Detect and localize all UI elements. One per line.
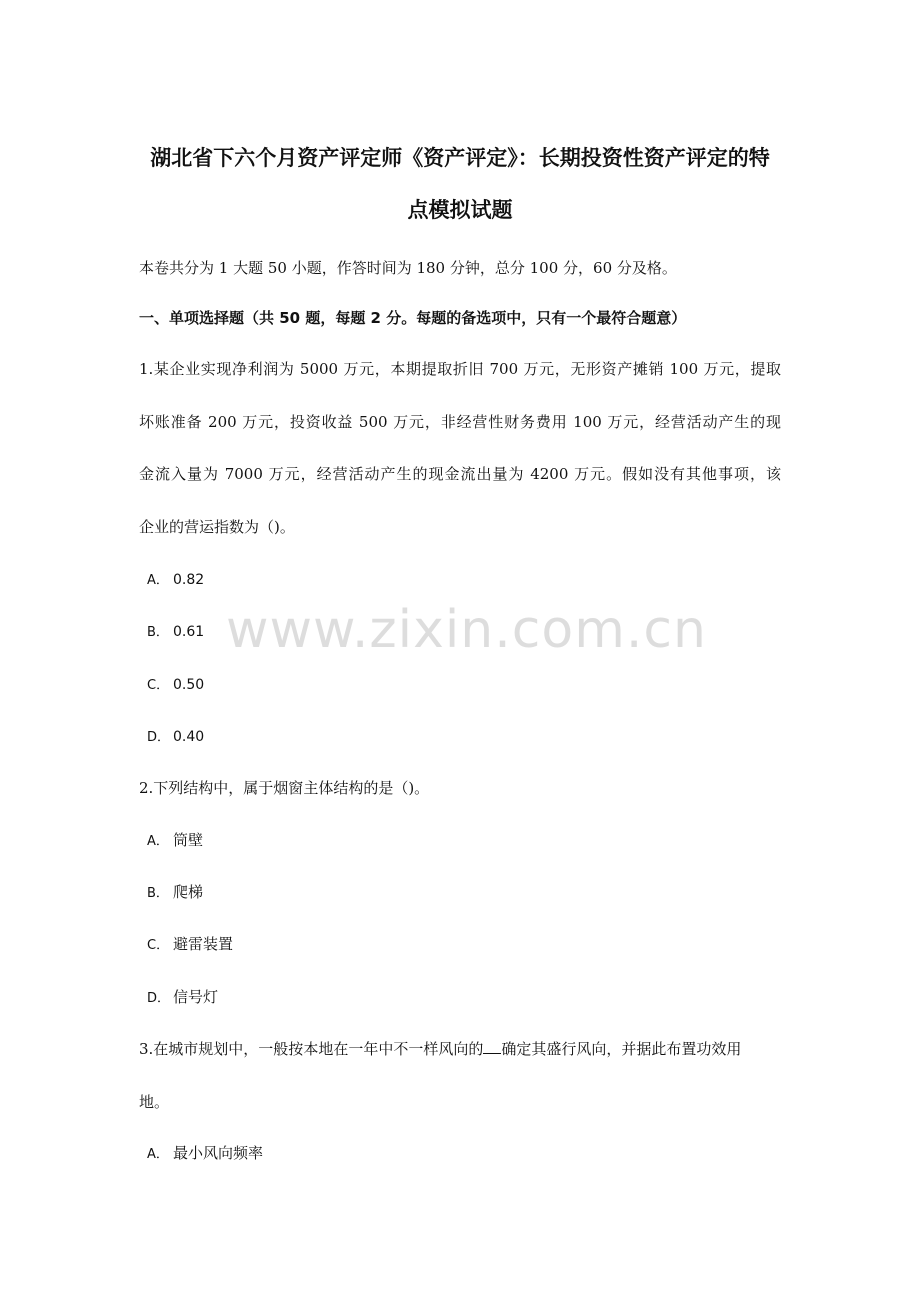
option-letter: B． (147, 625, 169, 640)
option-text: 0.61 (173, 624, 205, 640)
question-1-line-3: 金流入量为 7000 万元，经营活动产生的现金流出量为 4200 万元。假如没有其他事项，该 (139, 465, 781, 483)
option-text: 0.40 (173, 729, 205, 745)
option-text: 筒壁 (173, 831, 204, 849)
question-1-line-1: 1.某企业实现净利润为 5000 万元，本期提取折旧 700 万元，无形资产摊销 100 万元，提取 (139, 360, 781, 378)
document-title-line-1: 湖北省下六个月资产评定师《资产评定》：长期投资性资产评定的特 (150, 146, 770, 170)
fill-in-blank (483, 1039, 501, 1054)
option-letter: A． (147, 1147, 169, 1162)
option-letter: C． (147, 678, 170, 693)
question-1-option-d (147, 724, 204, 750)
option-letter: D． (147, 730, 171, 745)
option-text: 信号灯 (173, 988, 219, 1006)
question-2-option-a (147, 828, 203, 854)
question-1-option-a (147, 567, 204, 593)
option-text: 0.50 (173, 677, 205, 693)
question-3-option-a (147, 1141, 263, 1167)
question-3-line-2: 地。 (139, 1093, 170, 1111)
question-1-option-c (147, 672, 204, 698)
option-text: 避雷装置 (173, 935, 234, 953)
option-letter: B． (147, 886, 169, 901)
watermark-text: www.zixin.com.cn (226, 600, 707, 660)
question-3-line-1 (139, 1037, 741, 1061)
question-2-option-b (147, 880, 203, 906)
option-letter: C． (147, 938, 170, 953)
option-letter: D． (147, 991, 171, 1006)
option-letter: A． (147, 834, 169, 849)
section-heading: 一、单项选择题（共 50 题，每题 2 分。每题的备选项中，只有一个最符合题意） (139, 309, 687, 327)
question-2-option-d (147, 985, 218, 1011)
option-letter: A． (147, 573, 169, 588)
document-title-line-2: 点模拟试题 (407, 198, 513, 222)
question-1-option-b (147, 619, 204, 645)
question-2-option-c (147, 932, 233, 958)
question-1-line-4: 企业的营运指数为（)。 (139, 518, 295, 536)
exam-intro: 本卷共分为 1 大题 50 小题，作答时间为 180 分钟，总分 100 分，60 分及格。 (139, 259, 677, 277)
question-1-line-2: 坏账准备 200 万元，投资收益 500 万元，非经营性财务费用 100 万元，经营活动产生的现 (139, 413, 781, 431)
question-3-text-before-blank: 3.在城市规划中，一般按本地在一年中不一样风向的 (139, 1040, 484, 1058)
question-2-line-1: 2.下列结构中，属于烟窗主体结构的是（)。 (139, 779, 430, 797)
question-3-text-after-blank: 确定其盛行风向，并据此布置功效用 (501, 1040, 742, 1058)
option-text: 0.82 (173, 572, 205, 588)
option-text: 最小风向频率 (173, 1144, 264, 1162)
option-text: 爬梯 (173, 883, 204, 901)
